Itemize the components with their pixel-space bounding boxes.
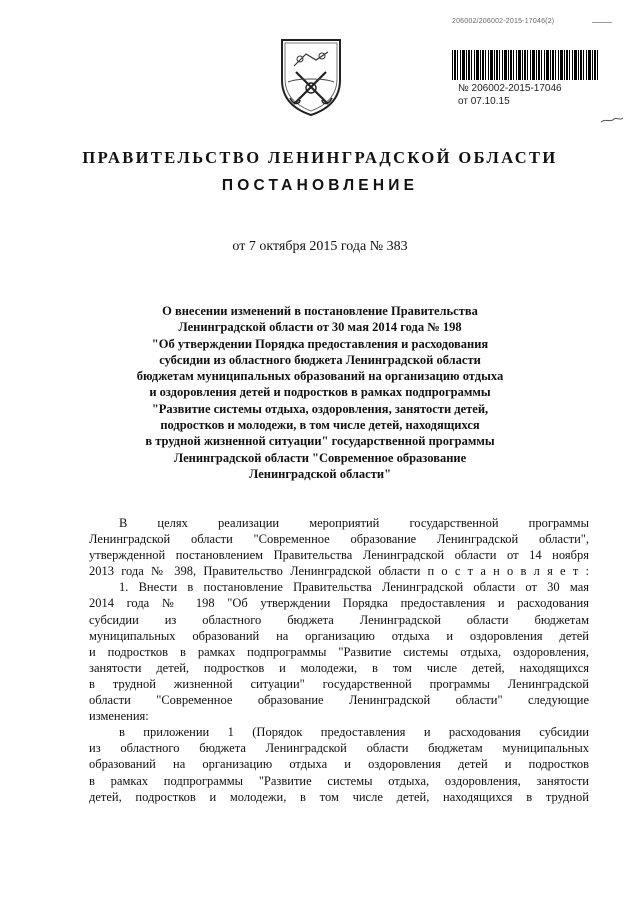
document-type: ПОСТАНОВЛЕНИЕ	[221, 177, 419, 194]
heading-line: субсидии из областного бюджета Ленинградской области	[159, 352, 481, 367]
body-line: муниципальных образований на организацию отдыха и оздоровления детей	[89, 628, 589, 643]
body-line: области "Современное образование Ленинградской области" следующие	[89, 693, 589, 708]
body-line: в трудной жизненной ситуации" государственной программы Ленинградской	[89, 676, 589, 691]
handwritten-mark	[600, 116, 624, 124]
body-line: 2014 года № 198 "Об утверждении Порядка предоставления и расходования	[89, 596, 589, 611]
body-line: в приложении 1 (Порядок предоставления и расходования субсидии	[119, 725, 589, 740]
heading-line: Ленинградской области"	[248, 466, 392, 481]
body-line: утвержденной постановлением Правительства Ленинградской области от 14 ноября	[89, 548, 589, 563]
heading-line: Ленинградской области от 30 мая 2014 года № 198	[178, 320, 462, 335]
government-title: ПРАВИТЕЛЬСТВО ЛЕНИНГРАДСКОЙ ОБЛАСТИ	[82, 148, 558, 167]
heading-line: Ленинградской области "Современное образование	[173, 450, 467, 465]
heading-line: бюджетам муниципальных образований на организацию отдыха	[136, 369, 504, 384]
body-line: изменения:	[89, 709, 149, 724]
barcode	[452, 50, 600, 80]
registration-number: № 206002-2015-17046	[458, 83, 562, 94]
body-line: занятости детей, подростков и молодежи, в том числе детей, находящихся	[89, 660, 589, 675]
body-line: в рамках подпрограммы "Развитие системы отдыха, оздоровления, занятости	[89, 773, 589, 788]
document-body	[89, 515, 589, 805]
top-stamp-code: 206002/206002-2015-17046(2)	[452, 18, 555, 25]
body-line: 2013 года № 398, Правительство Ленинградской области п о с т а н о в л я е т :	[89, 564, 589, 579]
body-line: и подростков в рамках подпрограммы "Развитие системы отдыха, оздоровления,	[89, 644, 589, 659]
coat-of-arms-icon	[276, 34, 346, 118]
document-date-number: от 7 октября 2015 года № 383	[232, 239, 408, 254]
stamp-dash	[592, 22, 612, 23]
registration-date: от 07.10.15	[458, 96, 510, 107]
document-heading	[96, 303, 544, 482]
heading-line: подростков и молодежи, в том числе детей, находящихся	[160, 418, 480, 433]
body-line: образований на организацию отдыха и оздоровления детей и подростков	[89, 757, 589, 772]
body-line: В целях реализации мероприятий государственной программы	[119, 516, 589, 530]
body-line: субсидии из областного бюджета Ленинградской области бюджетам	[89, 612, 589, 627]
heading-line: "Развитие системы отдыха, оздоровления, занятости детей,	[151, 401, 489, 416]
heading-line: О внесении изменений в постановление Правительства	[162, 304, 478, 318]
body-line: 1. Внести в постановление Правительства Ленинградской области от 30 мая	[119, 580, 589, 595]
body-line: Ленинградской области "Современное образование Ленинградской области",	[89, 532, 589, 547]
heading-line: и оздоровления детей и подростков в рамках подпрограммы	[149, 385, 491, 400]
heading-line: "Об утверждении Порядка предоставления и расходования	[151, 336, 489, 351]
heading-line: в трудной жизненной ситуации" государственной программы	[145, 434, 495, 449]
body-line: из областного бюджета Ленинградской области бюджетам муниципальных	[89, 741, 589, 756]
body-line: детей, подростков и молодежи, в том числе детей, находящихся в трудной	[89, 789, 589, 804]
